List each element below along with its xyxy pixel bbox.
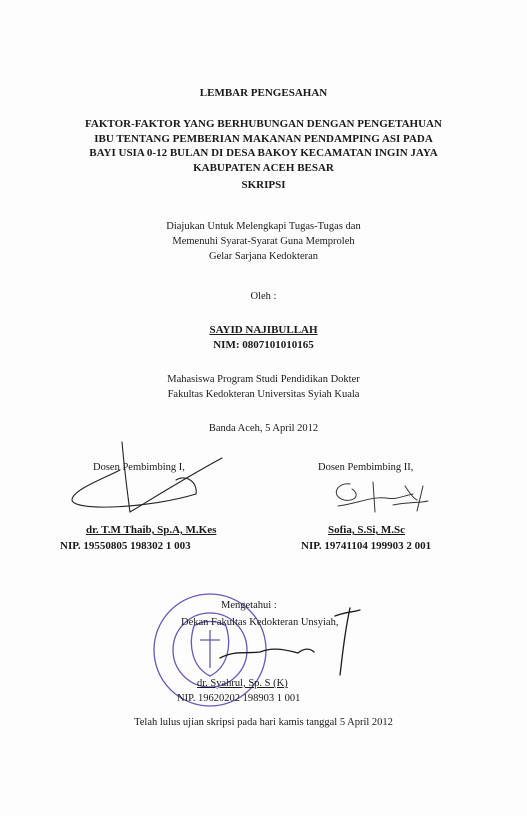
supervisor2-nip: NIP. 19741104 199903 2 001 xyxy=(301,540,432,552)
purpose-line-2: Memenuhi Syarat-Syarat Guna Memproleh xyxy=(172,236,355,247)
title-line-3: BAYI USIA 0-12 BULAN DI DESA BAKOY KECAMATAN INGIN JAYA xyxy=(89,147,438,159)
approval-label: Mengetahui : xyxy=(221,600,277,611)
approval-role: Dekan Fakultas Kedokteran Unsyiah, xyxy=(181,617,339,628)
author-name: SAYID NAJIBULLAH xyxy=(209,324,318,336)
page-heading: LEMBAR PENGESAHAN xyxy=(199,87,328,99)
purpose-line-1: Diajukan Untuk Melengkapi Tugas-Tugas dan xyxy=(166,221,361,232)
title-line-2: IBU TENTANG PEMBERIAN MAKANAN PENDAMPING ASI PADA xyxy=(94,132,433,145)
document-type: SKRIPSI xyxy=(241,179,286,191)
program-line-2: Fakultas Kedokteran Universitas Syiah Kuala xyxy=(167,389,360,400)
place-date: Banda Aceh, 5 April 2012 xyxy=(208,423,319,434)
supervisor1-nip: NIP. 19550805 198302 1 003 xyxy=(60,540,191,552)
approval-nip: NIP. 19620202 198903 1 001 xyxy=(177,693,301,704)
title-line-4: KABUPATEN ACEH BESAR xyxy=(193,161,334,174)
supervisor2-role: Dosen Pembimbing II, xyxy=(318,462,414,473)
program-line-1: Mahasiswa Program Studi Pendidikan Dokter xyxy=(167,374,360,385)
approval-name: dr. Syahrul, Sp. S (K) xyxy=(197,678,288,689)
purpose-line-3: Gelar Sarjana Kedokteran xyxy=(208,251,319,262)
title-line-1: FAKTOR-FAKTOR YANG BERHUBUNGAN DENGAN PENGETAHUAN xyxy=(85,118,442,130)
supervisor2-name: Sofia, S.Si, M.Sc xyxy=(328,524,406,536)
by-label: Oleh : xyxy=(250,291,277,302)
author-nim: NIM: 0807101010165 xyxy=(213,338,314,351)
supervisor1-name: dr. T.M Thaib, Sp.A, M.Kes xyxy=(86,524,217,536)
supervisor1-role: Dosen Pembimbing I, xyxy=(93,462,185,473)
exam-statement: Telah lulus ujian skripsi pada hari kamis tanggal 5 April 2012 xyxy=(134,717,393,728)
